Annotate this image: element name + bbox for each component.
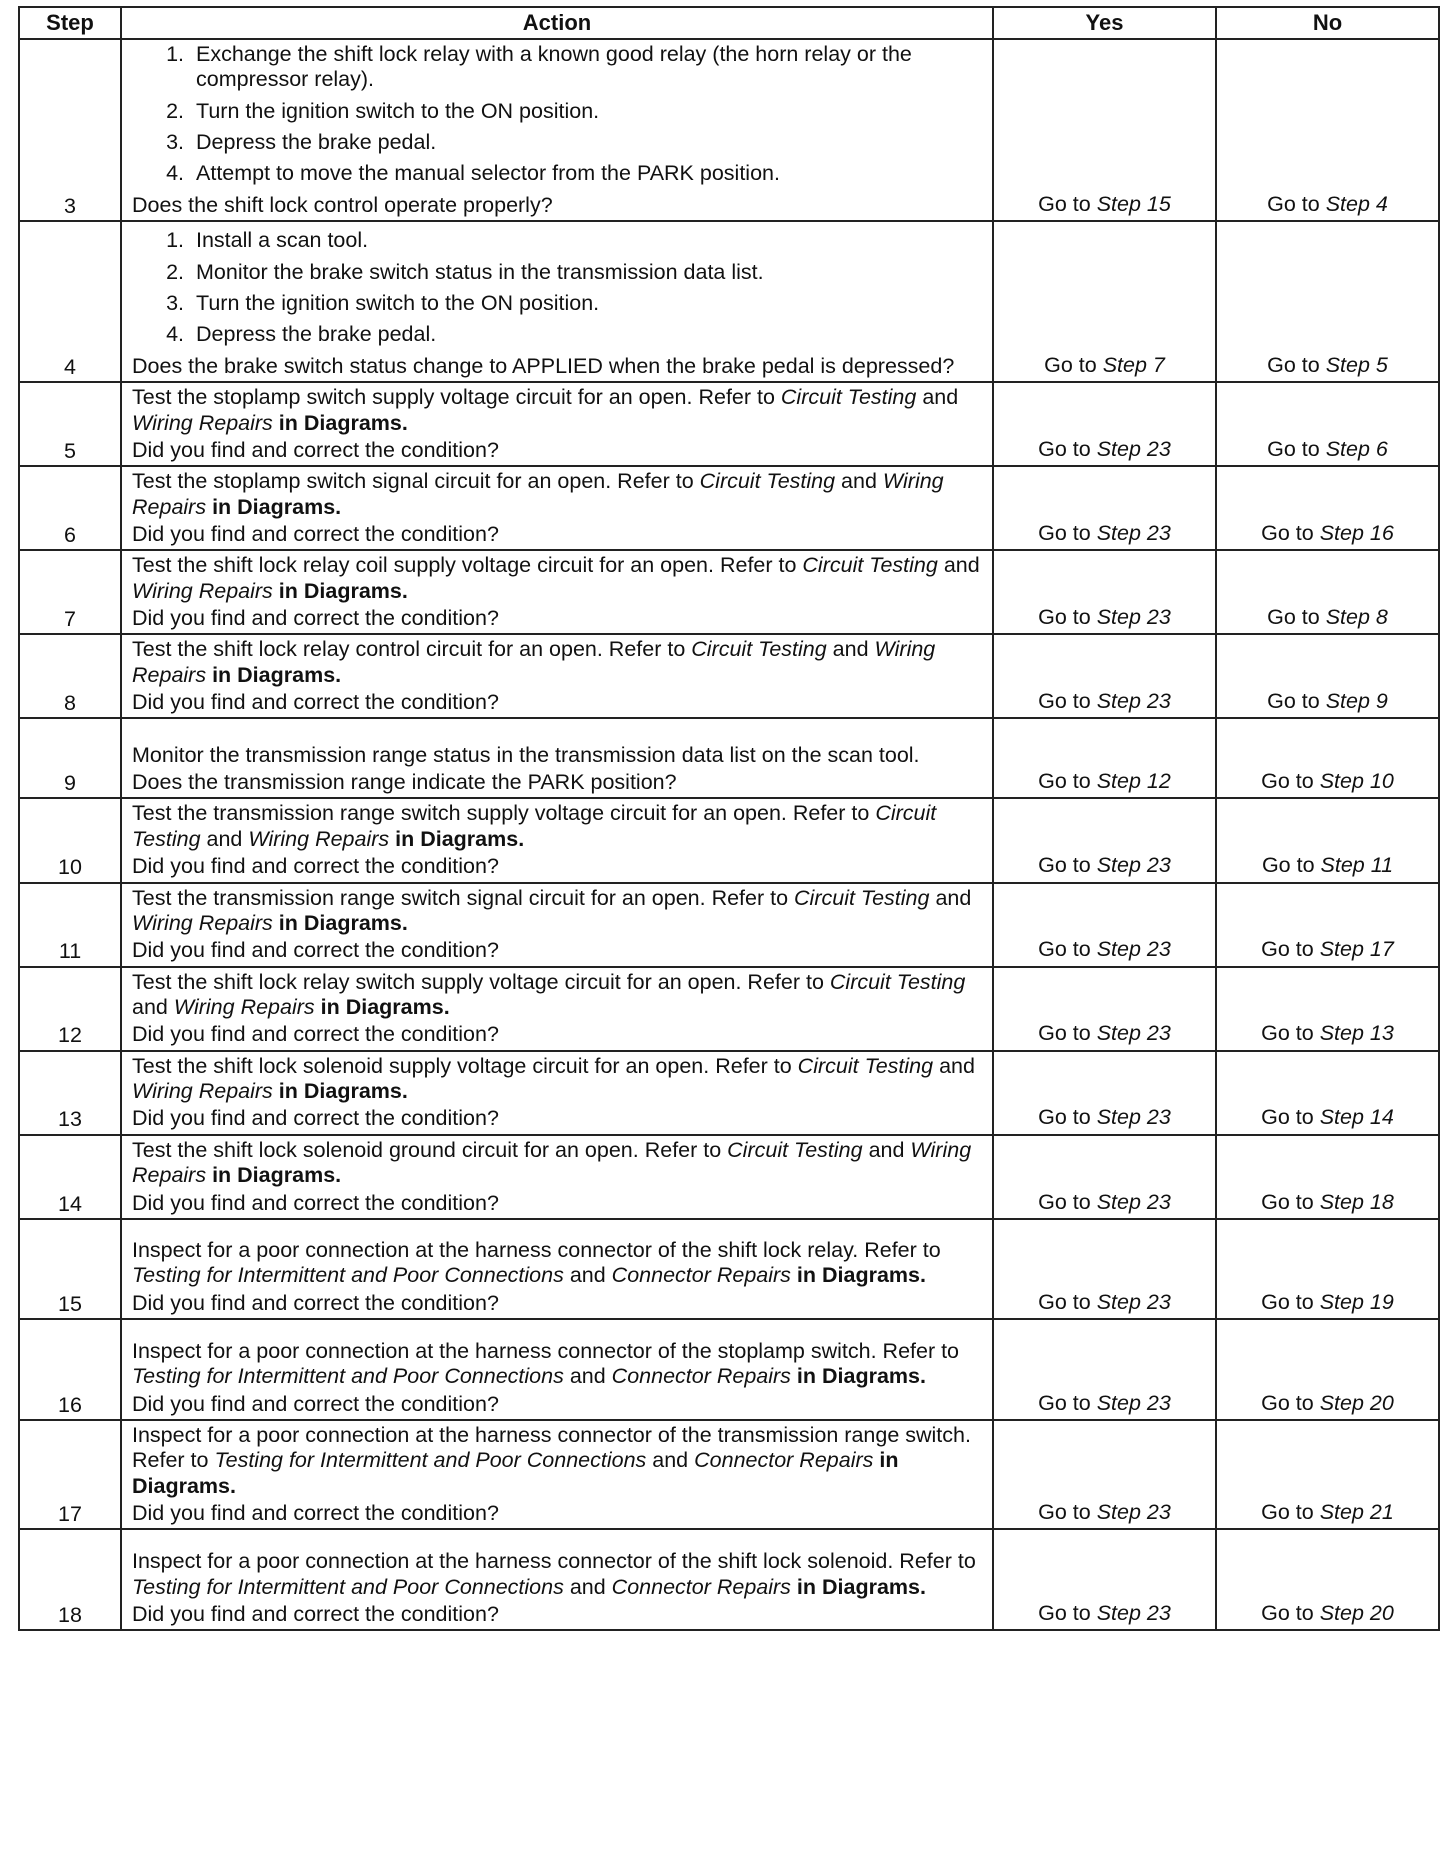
goto-prefix: Go to	[1261, 937, 1320, 962]
diagnostic-table	[18, 6, 1440, 1631]
yes-outcome	[993, 550, 1216, 634]
action-text	[132, 1138, 984, 1189]
action-text	[132, 1238, 984, 1289]
yes-outcome	[993, 634, 1216, 718]
goto-prefix: Go to	[1267, 352, 1326, 377]
table-row	[19, 718, 1439, 798]
step-number: 8	[19, 634, 121, 718]
goto-prefix: Go to	[1038, 1189, 1097, 1214]
goto-step-target: Step 23	[1096, 1390, 1171, 1415]
action-text	[132, 553, 984, 604]
yes-outcome	[993, 39, 1216, 221]
reference-procedure: Circuit Testing	[132, 801, 937, 851]
table-row	[19, 798, 1439, 882]
step-number: 15	[19, 1219, 121, 1319]
question-text: Did you find and correct the condition?	[132, 606, 499, 631]
yes-outcome	[993, 221, 1216, 382]
step-number: 12	[19, 967, 121, 1051]
reference-repair: Connector Repairs	[611, 1574, 791, 1599]
reference-document: Diagrams.	[420, 826, 525, 851]
question-text: Did you find and correct the condition?	[132, 437, 499, 462]
action-sentence: Monitor the transmission range status in the transmission data list on the scan tool.	[132, 742, 920, 767]
goto-prefix: Go to	[1038, 520, 1097, 545]
conjunction-text: and	[646, 1448, 695, 1473]
action-cell	[121, 550, 993, 634]
goto-step-target: Step 20	[1319, 1390, 1394, 1415]
question-text: Did you find and correct the condition?	[132, 521, 499, 546]
in-text: in	[272, 578, 304, 603]
action-sentence: Test the transmission range switch supply voltage circuit for an open. Refer to	[132, 801, 876, 826]
no-outcome	[1216, 1420, 1439, 1529]
table-row	[19, 39, 1439, 221]
instruction-list	[132, 228, 984, 347]
reference-document: Diagrams.	[303, 1079, 408, 1104]
goto-prefix: Go to	[1038, 191, 1097, 216]
instruction-item: 1. Exchange the shift lock relay with a known good relay (the horn relay or the compressor relay).	[190, 42, 984, 93]
reference-repair: Wiring Repairs	[173, 994, 315, 1019]
header-action: Action	[121, 7, 993, 39]
conjunction-text: and	[826, 637, 875, 662]
goto-prefix: Go to	[1267, 689, 1326, 714]
goto-step-target: Step 23	[1096, 520, 1171, 545]
conjunction-text: and	[929, 885, 972, 910]
step-number: 13	[19, 1051, 121, 1135]
reference-repair: Connector Repairs	[694, 1448, 874, 1473]
no-outcome	[1216, 382, 1439, 466]
instruction-item: 3. Depress the brake pedal.	[190, 130, 984, 155]
no-outcome	[1216, 1319, 1439, 1420]
goto-step-target: Step 23	[1096, 436, 1171, 461]
reference-repair: Wiring Repairs	[132, 1079, 273, 1104]
action-text	[132, 385, 984, 436]
reference-document: Diagrams.	[237, 494, 342, 519]
goto-step-target: Step 23	[1096, 1189, 1171, 1214]
goto-prefix: Go to	[1261, 1189, 1320, 1214]
question-text: Did you find and correct the condition?	[132, 690, 499, 715]
goto-prefix: Go to	[1038, 1105, 1097, 1130]
action-sentence: Test the stoplamp switch supply voltage circuit for an open. Refer to	[132, 385, 781, 410]
goto-step-target: Step 20	[1319, 1600, 1394, 1625]
action-text	[132, 743, 984, 768]
no-outcome	[1216, 967, 1439, 1051]
yes-outcome	[993, 382, 1216, 466]
action-text	[132, 1339, 984, 1390]
step-number: 6	[19, 466, 121, 550]
instruction-item: 3. Turn the ignition switch to the ON position.	[190, 291, 984, 316]
reference-document: Diagrams.	[822, 1263, 926, 1288]
in-text: in	[389, 826, 421, 851]
action-text	[132, 637, 984, 688]
goto-prefix: Go to	[1038, 436, 1097, 461]
action-text	[132, 1423, 984, 1499]
action-text	[132, 469, 984, 520]
question-text: Did you find and correct the condition?	[132, 1106, 499, 1131]
goto-step-target: Step 10	[1319, 769, 1394, 794]
action-cell	[121, 883, 993, 967]
reference-document: Diagrams.	[132, 1473, 236, 1498]
action-sentence: Inspect for a poor connection at the harness connector of the shift lock solenoid. Refer to	[132, 1549, 976, 1574]
question-text: Does the shift lock control operate properly?	[132, 192, 553, 217]
action-sentence: Inspect for a poor connection at the harness connector of the transmission range switch. Refer to	[132, 1422, 971, 1473]
conjunction-text: and	[862, 1137, 911, 1162]
yes-outcome	[993, 1135, 1216, 1219]
table-row	[19, 967, 1439, 1051]
yes-outcome	[993, 798, 1216, 882]
action-cell	[121, 1219, 993, 1319]
question-text: Did you find and correct the condition?	[132, 1290, 499, 1315]
table-row	[19, 1051, 1439, 1135]
in-text: in	[272, 910, 304, 935]
goto-prefix: Go to	[1038, 1600, 1097, 1625]
goto-prefix: Go to	[1038, 605, 1097, 630]
goto-step-target: Step 23	[1096, 1021, 1171, 1046]
step-number: 14	[19, 1135, 121, 1219]
action-cell	[121, 634, 993, 718]
goto-prefix: Go to	[1038, 1289, 1097, 1314]
table-row	[19, 634, 1439, 718]
step-number: 11	[19, 883, 121, 967]
action-text	[132, 970, 984, 1021]
step-number: 18	[19, 1529, 121, 1630]
in-text: in	[272, 410, 304, 435]
in-text: in	[206, 1163, 238, 1188]
goto-prefix: Go to	[1038, 769, 1097, 794]
action-cell	[121, 221, 993, 382]
goto-step-target: Step 11	[1320, 853, 1394, 878]
question-text: Did you find and correct the condition?	[132, 1391, 499, 1416]
action-sentence: Test the shift lock solenoid ground circuit for an open. Refer to	[132, 1137, 728, 1162]
goto-step-target: Step 9	[1325, 689, 1388, 714]
goto-step-target: Step 16	[1319, 520, 1394, 545]
reference-procedure: Circuit Testing	[727, 1137, 863, 1162]
action-cell	[121, 466, 993, 550]
goto-prefix: Go to	[1038, 1499, 1097, 1524]
goto-prefix: Go to	[1038, 1390, 1097, 1415]
table-row	[19, 1219, 1439, 1319]
in-text: in	[790, 1574, 822, 1599]
goto-step-target: Step 6	[1325, 436, 1388, 461]
goto-prefix: Go to	[1261, 769, 1320, 794]
no-outcome	[1216, 39, 1439, 221]
goto-prefix: Go to	[1261, 1105, 1320, 1130]
step-number: 17	[19, 1420, 121, 1529]
reference-document: Diagrams.	[303, 578, 408, 603]
goto-step-target: Step 19	[1319, 1289, 1394, 1314]
goto-step-target: Step 23	[1096, 1499, 1171, 1524]
action-sentence: Test the shift lock solenoid supply voltage circuit for an open. Refer to	[132, 1053, 798, 1078]
reference-document: Diagrams.	[237, 1163, 342, 1188]
reference-procedure: Circuit Testing	[797, 1053, 934, 1078]
action-sentence: Test the shift lock relay switch supply voltage circuit for an open. Refer to	[132, 969, 830, 994]
goto-prefix: Go to	[1261, 1499, 1320, 1524]
reference-procedure: Circuit Testing	[829, 969, 966, 994]
no-outcome	[1216, 634, 1439, 718]
no-outcome	[1216, 1529, 1439, 1630]
step-number: 4	[19, 221, 121, 382]
action-text	[132, 801, 984, 852]
reference-procedure: Circuit Testing	[802, 553, 938, 578]
in-text: in	[206, 662, 238, 687]
table-header-row	[19, 7, 1439, 39]
reference-procedure: Circuit Testing	[794, 885, 930, 910]
action-sentence: Test the stoplamp switch signal circuit for an open. Refer to	[132, 469, 700, 494]
yes-outcome	[993, 967, 1216, 1051]
reference-repair: Wiring Repairs	[132, 578, 273, 603]
table-row	[19, 1420, 1439, 1529]
goto-step-target: Step 23	[1096, 1105, 1171, 1130]
no-outcome	[1216, 550, 1439, 634]
conjunction-text: and	[132, 994, 174, 1019]
reference-repair: Wiring Repairs	[132, 410, 273, 435]
no-outcome	[1216, 718, 1439, 798]
reference-procedure: Circuit Testing	[699, 469, 836, 494]
reference-procedure: Testing for Intermittent and Poor Connections	[214, 1448, 647, 1473]
in-text: in	[272, 1079, 304, 1104]
question-text: Does the brake switch status change to APPLIED when the brake pedal is depressed?	[132, 353, 955, 378]
reference-document: Diagrams.	[303, 410, 408, 435]
action-text	[132, 886, 984, 937]
goto-step-target: Step 18	[1319, 1189, 1394, 1214]
no-outcome	[1216, 883, 1439, 967]
goto-step-target: Step 7	[1102, 352, 1165, 377]
goto-prefix: Go to	[1261, 520, 1320, 545]
reference-repair: Wiring Repairs	[132, 469, 944, 519]
no-outcome	[1216, 1135, 1439, 1219]
action-cell	[121, 1135, 993, 1219]
goto-prefix: Go to	[1038, 1021, 1097, 1046]
instruction-item: 2. Turn the ignition switch to the ON position.	[190, 99, 984, 124]
action-sentence: Inspect for a poor connection at the harness connector of the shift lock relay. Refer to	[132, 1237, 941, 1262]
question-text: Did you find and correct the condition?	[132, 1022, 499, 1047]
reference-procedure: Circuit Testing	[691, 637, 827, 662]
action-sentence: Test the shift lock relay coil supply voltage circuit for an open. Refer to	[132, 553, 803, 578]
instruction-item: 4. Depress the brake pedal.	[190, 322, 984, 347]
no-outcome	[1216, 221, 1439, 382]
goto-step-target: Step 13	[1319, 1021, 1394, 1046]
reference-repair: Connector Repairs	[611, 1364, 791, 1389]
reference-procedure: Circuit Testing	[780, 385, 917, 410]
goto-step-target: Step 23	[1096, 605, 1171, 630]
step-number: 7	[19, 550, 121, 634]
in-text: in	[790, 1364, 822, 1389]
goto-step-target: Step 5	[1325, 352, 1388, 377]
reference-document: Diagrams.	[822, 1574, 926, 1599]
no-outcome	[1216, 1051, 1439, 1135]
no-outcome	[1216, 798, 1439, 882]
goto-step-target: Step 15	[1096, 191, 1171, 216]
goto-step-target: Step 23	[1096, 937, 1171, 962]
goto-prefix: Go to	[1261, 1390, 1320, 1415]
goto-step-target: Step 8	[1325, 605, 1388, 630]
reference-procedure: Testing for Intermittent and Poor Connections	[132, 1574, 564, 1599]
goto-prefix: Go to	[1261, 1289, 1320, 1314]
table-row	[19, 221, 1439, 382]
reference-document: Diagrams.	[303, 910, 408, 935]
reference-repair: Wiring Repairs	[132, 637, 936, 687]
conjunction-text: and	[200, 826, 249, 851]
question-text: Did you find and correct the condition?	[132, 1500, 499, 1525]
yes-outcome	[993, 883, 1216, 967]
yes-outcome	[993, 718, 1216, 798]
action-cell	[121, 39, 993, 221]
reference-repair: Wiring Repairs	[132, 1137, 972, 1188]
goto-step-target: Step 23	[1096, 853, 1171, 878]
conjunction-text: and	[933, 1053, 975, 1078]
goto-step-target: Step 21	[1319, 1499, 1394, 1524]
table-row	[19, 1135, 1439, 1219]
reference-repair: Connector Repairs	[611, 1263, 791, 1288]
conjunction-text: and	[916, 385, 959, 410]
goto-prefix: Go to	[1261, 1600, 1320, 1625]
question-text: Did you find and correct the condition?	[132, 1601, 499, 1626]
goto-prefix: Go to	[1267, 605, 1326, 630]
action-text	[132, 1054, 984, 1105]
goto-prefix: Go to	[1267, 436, 1326, 461]
reference-repair: Wiring Repairs	[132, 910, 273, 935]
goto-prefix: Go to	[1261, 1021, 1320, 1046]
goto-step-target: Step 12	[1096, 769, 1171, 794]
yes-outcome	[993, 466, 1216, 550]
instruction-item: 1. Install a scan tool.	[190, 228, 984, 253]
action-sentence: Test the shift lock relay control circuit for an open. Refer to	[132, 637, 692, 662]
reference-document: Diagrams.	[345, 994, 450, 1019]
header-yes: Yes	[993, 7, 1216, 39]
goto-prefix: Go to	[1038, 853, 1097, 878]
table-row	[19, 550, 1439, 634]
goto-step-target: Step 23	[1096, 689, 1171, 714]
reference-document: Diagrams.	[822, 1364, 926, 1389]
goto-prefix: Go to	[1038, 937, 1097, 962]
conjunction-text: and	[563, 1263, 612, 1288]
goto-step-target: Step 4	[1325, 191, 1388, 216]
question-text: Did you find and correct the condition?	[132, 1190, 499, 1215]
no-outcome	[1216, 466, 1439, 550]
step-number: 9	[19, 718, 121, 798]
yes-outcome	[993, 1420, 1216, 1529]
action-cell	[121, 967, 993, 1051]
no-outcome	[1216, 1219, 1439, 1319]
in-text: in	[314, 994, 346, 1019]
yes-outcome	[993, 1529, 1216, 1630]
action-cell	[121, 798, 993, 882]
table-row	[19, 1529, 1439, 1630]
table-row	[19, 466, 1439, 550]
action-cell	[121, 718, 993, 798]
yes-outcome	[993, 1051, 1216, 1135]
in-text: in	[790, 1263, 822, 1288]
conjunction-text: and	[835, 469, 883, 494]
yes-outcome	[993, 1319, 1216, 1420]
goto-prefix: Go to	[1044, 352, 1103, 377]
header-no: No	[1216, 7, 1439, 39]
action-cell	[121, 1051, 993, 1135]
in-text: in	[873, 1448, 899, 1473]
action-sentence: Test the transmission range switch signal circuit for an open. Refer to	[132, 885, 795, 910]
conjunction-text: and	[563, 1574, 612, 1599]
action-cell	[121, 1420, 993, 1529]
goto-prefix: Go to	[1267, 191, 1326, 216]
goto-step-target: Step 23	[1096, 1600, 1171, 1625]
table-row	[19, 382, 1439, 466]
goto-prefix: Go to	[1261, 853, 1321, 878]
header-step: Step	[19, 7, 121, 39]
yes-outcome	[993, 1219, 1216, 1319]
action-cell	[121, 1529, 993, 1630]
question-text: Did you find and correct the condition?	[132, 938, 499, 963]
goto-step-target: Step 17	[1319, 937, 1394, 962]
conjunction-text: and	[937, 553, 980, 578]
step-number: 16	[19, 1319, 121, 1420]
table-body	[19, 39, 1439, 1630]
reference-procedure: Testing for Intermittent and Poor Connections	[132, 1263, 564, 1288]
action-sentence: Inspect for a poor connection at the harness connector of the stoplamp switch. Refer to	[132, 1338, 960, 1363]
conjunction-text: and	[563, 1364, 612, 1389]
instruction-list	[132, 42, 984, 187]
instruction-item: 4. Attempt to move the manual selector from the PARK position.	[190, 161, 984, 186]
question-text: Did you find and correct the condition?	[132, 854, 499, 879]
table-row	[19, 1319, 1439, 1420]
reference-repair: Wiring Repairs	[248, 826, 390, 851]
in-text: in	[206, 494, 238, 519]
action-cell	[121, 382, 993, 466]
action-text	[132, 1549, 984, 1600]
goto-prefix: Go to	[1038, 689, 1097, 714]
step-number: 5	[19, 382, 121, 466]
goto-step-target: Step 14	[1319, 1105, 1394, 1130]
table-row	[19, 883, 1439, 967]
action-cell	[121, 1319, 993, 1420]
question-text: Does the transmission range indicate the PARK position?	[132, 770, 677, 795]
step-number: 3	[19, 39, 121, 221]
reference-document: Diagrams.	[237, 662, 342, 687]
goto-step-target: Step 23	[1096, 1289, 1171, 1314]
reference-procedure: Testing for Intermittent and Poor Connections	[132, 1364, 564, 1389]
step-number: 10	[19, 798, 121, 882]
instruction-item: 2. Monitor the brake switch status in the transmission data list.	[190, 260, 984, 285]
